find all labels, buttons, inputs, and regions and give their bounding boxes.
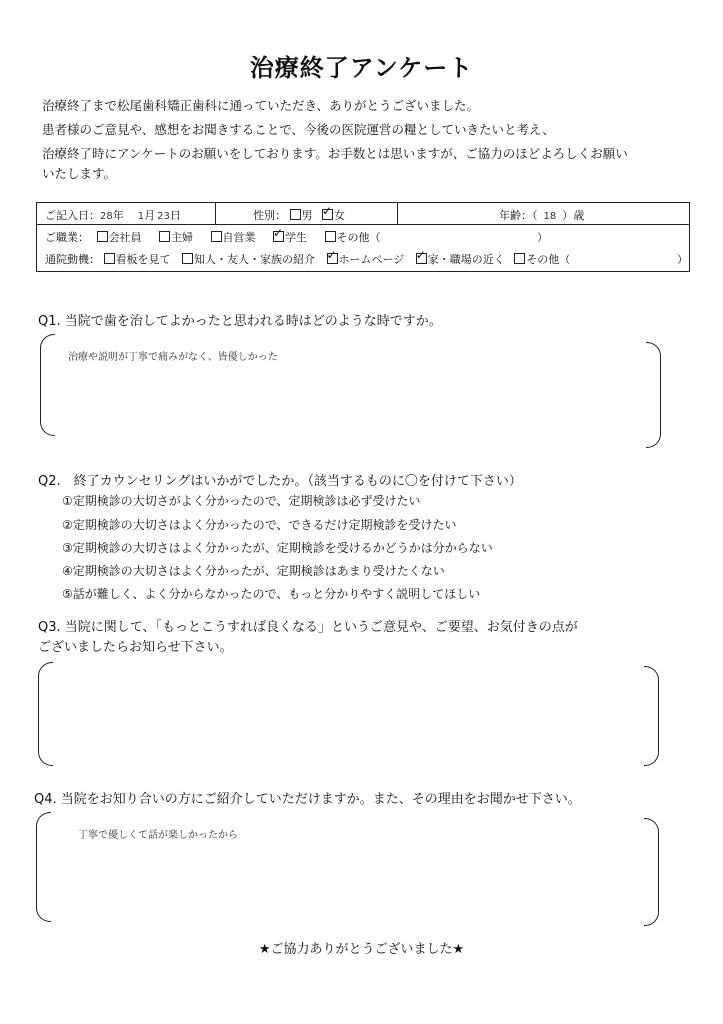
q2-question: Q2. 終了カウンセリングはいかがでしたか。（該当するものに〇を付けて下さい）: [38, 474, 522, 489]
reason-signboard-checkbox[interactable]: [104, 253, 115, 264]
date-year-unit: 年: [112, 209, 124, 222]
gender-male-checkbox[interactable]: [290, 209, 301, 220]
reason-referral-checkbox[interactable]: [182, 253, 193, 264]
date-month: 1: [137, 211, 145, 222]
divider: [215, 203, 216, 225]
q2-option-4[interactable]: ④定期検診の大切さはよく分かったが、定期検診はあまり受けたくない: [62, 564, 445, 578]
occupation-other-checkbox[interactable]: [325, 231, 336, 242]
gender-label: 性別：: [253, 209, 286, 222]
q3-answer-area[interactable]: [60, 670, 640, 760]
date-field[interactable]: [45, 207, 181, 223]
reason-option-label: 知人・友人・家族の紹介: [194, 253, 315, 266]
q4-answer-bracket-right: [644, 818, 659, 926]
gender-male-label: 男: [301, 209, 313, 222]
reason-website-checkbox[interactable]: [327, 253, 338, 264]
divider: [397, 203, 398, 225]
closing-message: ★ご協力ありがとうございました★: [258, 942, 465, 957]
q3-answer-bracket-left: [38, 662, 53, 766]
occupation-label: ご職業：: [45, 231, 89, 244]
visit-reason-label: 通院動機：: [45, 253, 100, 266]
q4-answer-text[interactable]: 丁寧で優しくて話が楽しかったから: [78, 830, 238, 841]
gender-female-label: 女: [334, 209, 345, 222]
intro-line-1: 治療終了まで松尾歯科矯正歯科に通っていただき、ありがとうございました。: [42, 98, 480, 113]
q2-option-3[interactable]: ③定期検診の大切さはよく分かったが、定期検診を受けるかどうかは分からない: [62, 541, 493, 555]
occupation-row: [45, 229, 381, 245]
respondent-info-box: [36, 202, 690, 272]
intro-line-3: 治療終了時にアンケートのお願いをしております。お手数とは思いますが、ご協力のほどよろしくお願い: [42, 146, 628, 161]
reason-other-close: ）: [677, 253, 688, 266]
occupation-company-checkbox[interactable]: [97, 231, 108, 242]
occupation-option-label: 主婦: [171, 231, 193, 244]
reason-option-label: ホームページ: [338, 253, 405, 266]
occupation-option-label: 会社員: [108, 231, 142, 244]
date-month-unit: 月: [144, 209, 156, 222]
age-label: 年齢：（: [499, 209, 538, 222]
q1-answer-bracket-right: [646, 342, 661, 448]
age-value: 18: [543, 211, 557, 222]
reason-other-checkbox[interactable]: [514, 253, 525, 264]
q1-question: Q1. 当院で歯を治してよかったと思われる時はどのような時ですか。: [38, 314, 442, 329]
reason-option-label: その他（: [526, 253, 571, 266]
reason-option-label: 家・職場の近く: [427, 253, 505, 266]
reason-option-label: 看板を見て: [115, 253, 171, 266]
info-row-date-gender-age: [37, 203, 689, 225]
page-title: 治療終了アンケート: [249, 54, 474, 82]
occupation-option-label: 学生: [285, 231, 307, 244]
q2-option-1[interactable]: ①定期検診の大切さがよく分かったので、定期検診は必ず受けたい: [62, 494, 421, 508]
gender-female-checkbox[interactable]: [322, 209, 333, 220]
occupation-housewife-checkbox[interactable]: [159, 231, 170, 242]
q1-answer-bracket-left: [40, 334, 55, 436]
reason-nearby-checkbox[interactable]: [416, 253, 427, 264]
q2-option-2[interactable]: ②定期検診の大切さはよく分かったので、できるだけ定期検診を受けたい: [62, 518, 457, 532]
q3-question-line-1: Q3. 当院に関して、「もっとこうすれば良くなる」というご意見や、ご要望、お気付きの点が: [38, 620, 578, 635]
date-day: 23: [157, 211, 170, 222]
visit-reason-row: [45, 251, 570, 267]
gender-field: [253, 207, 345, 223]
q3-answer-bracket-right: [644, 666, 659, 766]
occupation-option-label: 自営業: [222, 231, 256, 244]
q2-option-5[interactable]: ⑤話が難しく、よく分からなかったので、もっと分かりやすく説明してほしい: [62, 587, 481, 601]
occupation-other-close: ）: [537, 231, 548, 244]
intro-line-4: いたします。: [42, 166, 117, 181]
q1-answer-text[interactable]: 治療や説明が丁寧で痛みがなく、皆優しかった: [68, 352, 278, 363]
occupation-student-checkbox[interactable]: [273, 231, 284, 242]
q3-question-line-2: ございましたらお知らせ下さい。: [38, 640, 233, 655]
date-day-unit: 日: [169, 209, 181, 222]
date-year: 28: [100, 211, 113, 222]
age-field[interactable]: [499, 207, 584, 223]
q4-question: Q4. 当院をお知り合いの方にご紹介していただけますか。また、その理由をお聞かせ下さい。: [34, 792, 581, 807]
intro-line-2: 患者様のご意見や、感想をお聞きすることで、今後の医院運営の糧としていきたいと考え、: [42, 122, 555, 137]
date-label: ご記入日：: [45, 209, 100, 222]
q4-answer-bracket-left: [36, 812, 51, 922]
occupation-option-label: その他（: [336, 231, 381, 244]
occupation-self-employed-checkbox[interactable]: [211, 231, 222, 242]
age-unit: ）歳: [562, 209, 585, 222]
